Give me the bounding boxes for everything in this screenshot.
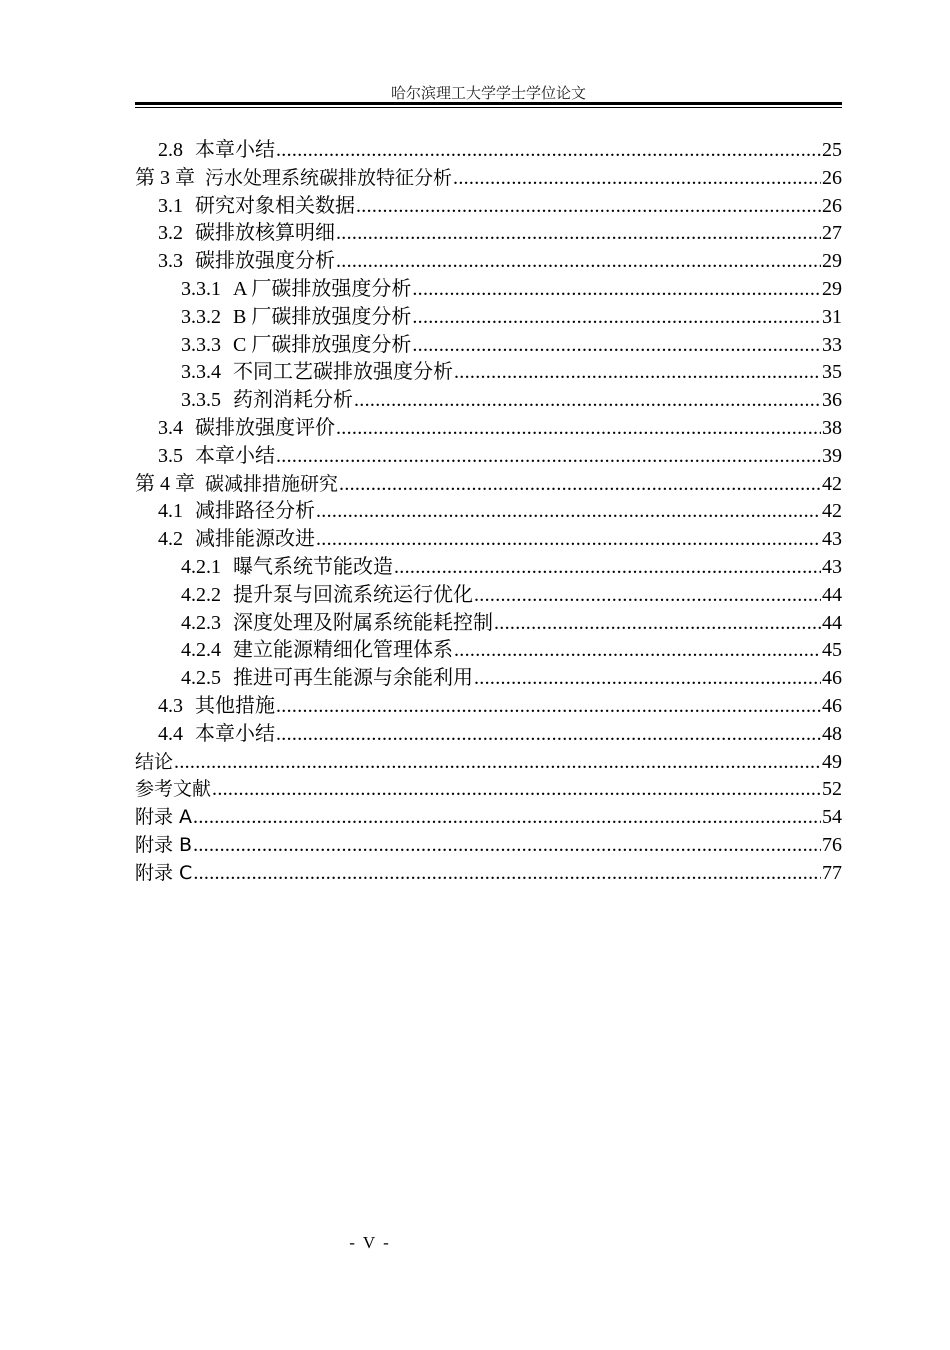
toc-entry-page: 35	[822, 361, 842, 384]
toc-dot-leader	[454, 359, 821, 387]
toc-entry-number: 4.2.1	[181, 555, 221, 578]
header-rule-thin	[135, 107, 842, 108]
toc-entry[interactable]	[135, 304, 842, 332]
toc-entry-number: 4.2.3	[181, 611, 221, 634]
toc-entry-title: 碳排放强度评价	[195, 416, 335, 439]
toc-entry-title: 本章小结	[195, 722, 275, 745]
toc-dot-leader	[356, 193, 821, 221]
toc-dot-leader	[336, 248, 821, 276]
toc-entry-number: 3.5	[158, 444, 183, 467]
toc-entry-page: 43	[822, 528, 842, 551]
toc-entry-page: 29	[822, 277, 842, 300]
toc-entry-page: 46	[822, 694, 842, 717]
toc-dot-leader	[276, 693, 821, 721]
toc-entry[interactable]	[135, 582, 842, 610]
toc-entry[interactable]	[135, 749, 842, 777]
toc-entry[interactable]	[135, 804, 842, 832]
toc-entry[interactable]	[135, 471, 842, 499]
toc-dot-leader	[193, 832, 821, 860]
toc-entry[interactable]	[135, 276, 842, 304]
toc-entry-number: 3.3.4	[181, 361, 221, 384]
toc-entry-number: 3.2	[158, 222, 183, 245]
toc-dot-leader	[354, 387, 821, 415]
toc-dot-leader	[454, 637, 821, 665]
toc-entry-page: 43	[822, 555, 842, 578]
toc-entry[interactable]	[135, 332, 842, 360]
toc-dot-leader	[412, 332, 821, 360]
toc-entry-page: 33	[822, 333, 842, 356]
toc-entry-page: 27	[822, 222, 842, 245]
toc-entry-number: 3.3.5	[181, 389, 221, 412]
toc-dot-leader	[212, 776, 821, 804]
toc-entry[interactable]	[135, 721, 842, 749]
toc-entry-title: 药剂消耗分析	[233, 389, 353, 412]
toc-entry-title: 不同工艺碳排放强度分析	[233, 361, 453, 384]
toc-dot-leader	[193, 860, 821, 888]
toc-dot-leader	[316, 526, 821, 554]
toc-dot-leader	[474, 665, 821, 693]
toc-entry-title: 碳排放强度分析	[195, 250, 335, 273]
toc-entry-number: 4.2.5	[181, 667, 221, 690]
toc-entry-title: 结论	[135, 750, 174, 773]
toc-entry-number: 4.3	[158, 694, 183, 717]
toc-dot-leader	[339, 471, 821, 499]
toc-entry-title: 附录 B	[135, 833, 193, 856]
toc-entry-title: 本章小结	[195, 139, 275, 161]
toc-entry-title: 本章小结	[195, 444, 275, 467]
toc-entry[interactable]	[135, 137, 842, 165]
toc-dot-leader	[474, 582, 821, 610]
toc-entry-title: 提升泵与回流系统运行优化	[233, 583, 473, 606]
toc-entry-title: 碳排放核算明细	[195, 222, 335, 245]
toc-entry-number: 3.1	[158, 194, 183, 217]
toc-entry-page: 45	[822, 639, 842, 662]
toc-entry-title: 推进可再生能源与余能利用	[233, 667, 473, 690]
toc-dot-leader	[412, 276, 821, 304]
toc-entry-page: 42	[822, 500, 842, 523]
toc-entry-title: 减排路径分析	[195, 500, 315, 523]
toc-dot-leader	[336, 220, 821, 248]
toc-entry-page: 54	[822, 806, 842, 829]
toc-entry[interactable]	[135, 665, 842, 693]
toc-entry[interactable]	[135, 498, 842, 526]
toc-entry-title: 建立能源精细化管理体系	[233, 639, 453, 662]
toc-entry-page: 46	[822, 667, 842, 690]
toc-entry-page: 76	[822, 833, 842, 856]
toc-entry-page: 38	[822, 416, 842, 439]
toc-entry-number: 4.2.4	[181, 639, 221, 662]
toc-entry-page: 49	[822, 750, 842, 773]
toc-entry[interactable]	[135, 248, 842, 276]
toc-entry-number: 4.2	[158, 528, 183, 551]
toc-entry-page: 39	[822, 444, 842, 467]
table-of-contents	[135, 137, 842, 888]
toc-entry-page: 26	[822, 166, 842, 189]
running-header: 哈尔滨理工大学学士学位论文	[390, 86, 586, 102]
toc-entry[interactable]	[135, 443, 842, 471]
toc-entry-page: 36	[822, 389, 842, 412]
toc-entry[interactable]	[135, 554, 842, 582]
toc-entry-number: 3.4	[158, 416, 183, 439]
toc-entry-title: 附录 A	[135, 806, 193, 829]
toc-dot-leader	[276, 443, 821, 471]
toc-entry[interactable]	[135, 359, 842, 387]
toc-dot-leader	[412, 304, 821, 332]
toc-entry-number: 3.3.1	[181, 277, 221, 300]
toc-entry[interactable]	[135, 832, 842, 860]
toc-entry-page: 26	[822, 194, 842, 217]
toc-entry-title: 深度处理及附属系统能耗控制	[233, 611, 493, 634]
toc-entry[interactable]	[135, 220, 842, 248]
toc-dot-leader	[316, 498, 821, 526]
toc-dot-leader	[174, 749, 821, 777]
toc-dot-leader	[394, 554, 821, 582]
toc-entry-number: 4.4	[158, 722, 183, 745]
toc-entry[interactable]	[135, 610, 842, 638]
toc-entry[interactable]	[135, 860, 842, 888]
toc-entry-title: B 厂碳排放强度分析	[233, 305, 412, 328]
toc-entry[interactable]	[135, 637, 842, 665]
toc-entry[interactable]	[135, 693, 842, 721]
toc-entry-title: 附录 C	[135, 861, 193, 884]
toc-entry-title: 碳减排措施研究	[205, 472, 339, 495]
toc-entry-number: 第 3 章	[135, 166, 195, 189]
toc-entry-page: 25	[822, 139, 842, 161]
toc-entry-number: 4.1	[158, 500, 183, 523]
toc-entry-title: 参考文献	[135, 778, 212, 801]
toc-entry-title: 减排能源改进	[195, 528, 315, 551]
toc-entry-page: 52	[822, 778, 842, 801]
toc-entry-title: 研究对象相关数据	[195, 194, 355, 217]
toc-dot-leader	[276, 721, 821, 749]
toc-entry[interactable]	[135, 415, 842, 443]
toc-dot-leader	[453, 165, 821, 193]
toc-entry-number: 3.3.3	[181, 333, 221, 356]
toc-dot-leader	[494, 610, 821, 638]
toc-entry-page: 29	[822, 250, 842, 273]
toc-entry-title: 曝气系统节能改造	[233, 555, 393, 578]
toc-entry[interactable]	[135, 165, 842, 193]
toc-entry-number: 3.3	[158, 250, 183, 273]
toc-entry-number: 4.2.2	[181, 583, 221, 606]
toc-entry-page: 42	[822, 472, 842, 495]
toc-entry[interactable]	[135, 526, 842, 554]
header-rule-thick	[135, 102, 842, 105]
toc-entry-title: 其他措施	[195, 694, 275, 717]
toc-entry-number: 3.3.2	[181, 305, 221, 328]
toc-entry[interactable]	[135, 776, 842, 804]
toc-dot-leader	[193, 804, 821, 832]
toc-entry-number: 第 4 章	[135, 472, 195, 495]
toc-dot-leader	[336, 415, 821, 443]
toc-entry-title: 污水处理系统碳排放特征分析	[205, 166, 453, 189]
toc-entry-page: 48	[822, 722, 842, 745]
toc-entry[interactable]	[135, 193, 842, 221]
toc-entry-title: A 厂碳排放强度分析	[233, 277, 412, 300]
toc-entry-page: 44	[822, 583, 842, 606]
toc-dot-leader	[276, 137, 821, 165]
page-number: - V -	[349, 1233, 391, 1252]
toc-entry-number: 2.8	[158, 139, 183, 161]
toc-entry-page: 44	[822, 611, 842, 634]
toc-entry-title: C 厂碳排放强度分析	[233, 333, 412, 356]
toc-entry[interactable]	[135, 387, 842, 415]
toc-entry-page: 77	[822, 861, 842, 884]
toc-entry-page: 31	[822, 305, 842, 328]
